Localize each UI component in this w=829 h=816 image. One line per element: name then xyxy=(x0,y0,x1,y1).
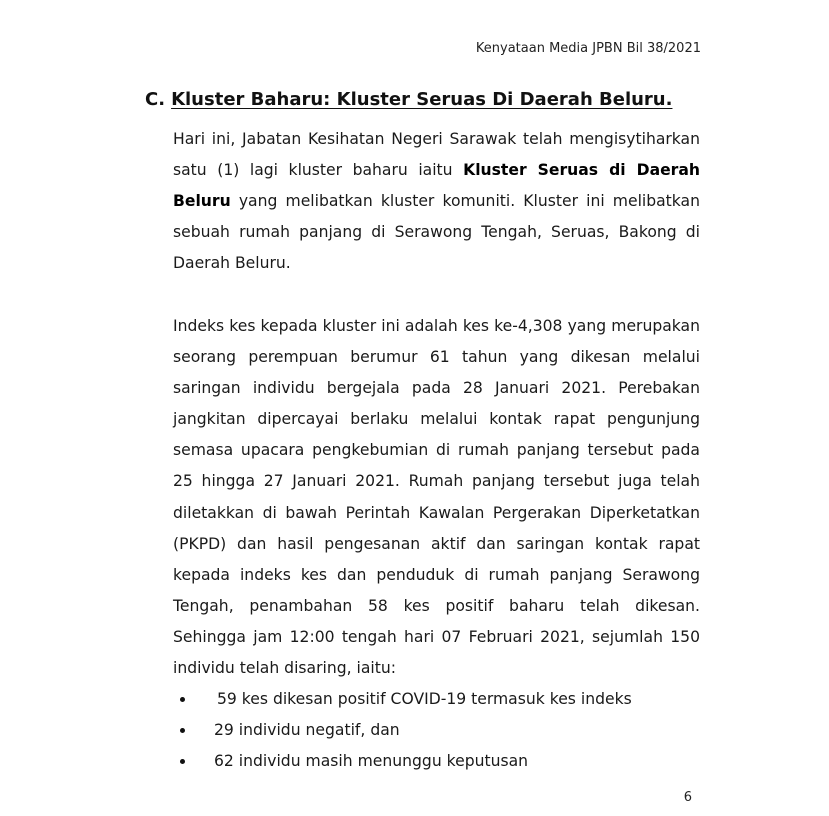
document-reference: Kenyataan Media JPBN Bil 38/2021 xyxy=(475,41,701,56)
section-letter: C. xyxy=(145,89,166,110)
bullet-icon xyxy=(180,759,185,764)
paragraph-index-case: Indeks kes kepada kluster ini adalah kes ke-4,308 yang merupakan seorang perempuan berumur 61 tahun yang dikesan melalui saringan individu bergejala pada 28 Januari 2021. Perebakan jangkitan dipercayai berlaku melalui kontak rapat pengunjung semasa upacara pengkebumian di rumah panjang tersebut pada 25 hingga 27 Januari 2021. Rumah panjang tersebut juga telah diletakkan di bawah Perintah Kawalan Pergerakan Diperketatkan (PKPD) dan hasil pengesanan aktif dan saringan kontak rapat kepada indeks kes dan penduduk di rumah panjang Serawong Tengah, penambahan 58 kes positif baharu telah dikesan. Sehingga jam 12:00 tengah hari 07 Februari 2021, sejumlah 150 individu telah disaring, iaitu: xyxy=(173,317,700,678)
cluster-name: Kluster Seruas di Daerah Beluru xyxy=(173,161,700,210)
paragraph-1-text: Hari ini, Jabatan Kesihatan Negeri Sarawak telah mengisytiharkan satu (1) lagi kluster baharu iaitu xyxy=(173,130,700,179)
paragraph-1-text-continued: yang melibatkan kluster komuniti. Kluster ini melibatkan sebuah rumah panjang di Serawong Tengah, Seruas, Bakong di Daerah Beluru. xyxy=(173,192,700,272)
section-title: Kluster Baharu: Kluster Seruas Di Daerah Beluru. xyxy=(171,89,673,110)
list-item-text: 29 individu negatif, dan xyxy=(214,721,400,739)
list-item-text: 62 individu masih menunggu keputusan xyxy=(214,752,529,770)
paragraph-new-cluster xyxy=(173,124,700,279)
bullet-icon xyxy=(180,697,185,702)
bullet-icon xyxy=(180,728,185,733)
page-number: 6 xyxy=(683,790,692,805)
list-item-text: 59 kes dikesan positif COVID-19 termasuk kes indeks xyxy=(217,690,632,708)
section-heading xyxy=(145,89,672,110)
